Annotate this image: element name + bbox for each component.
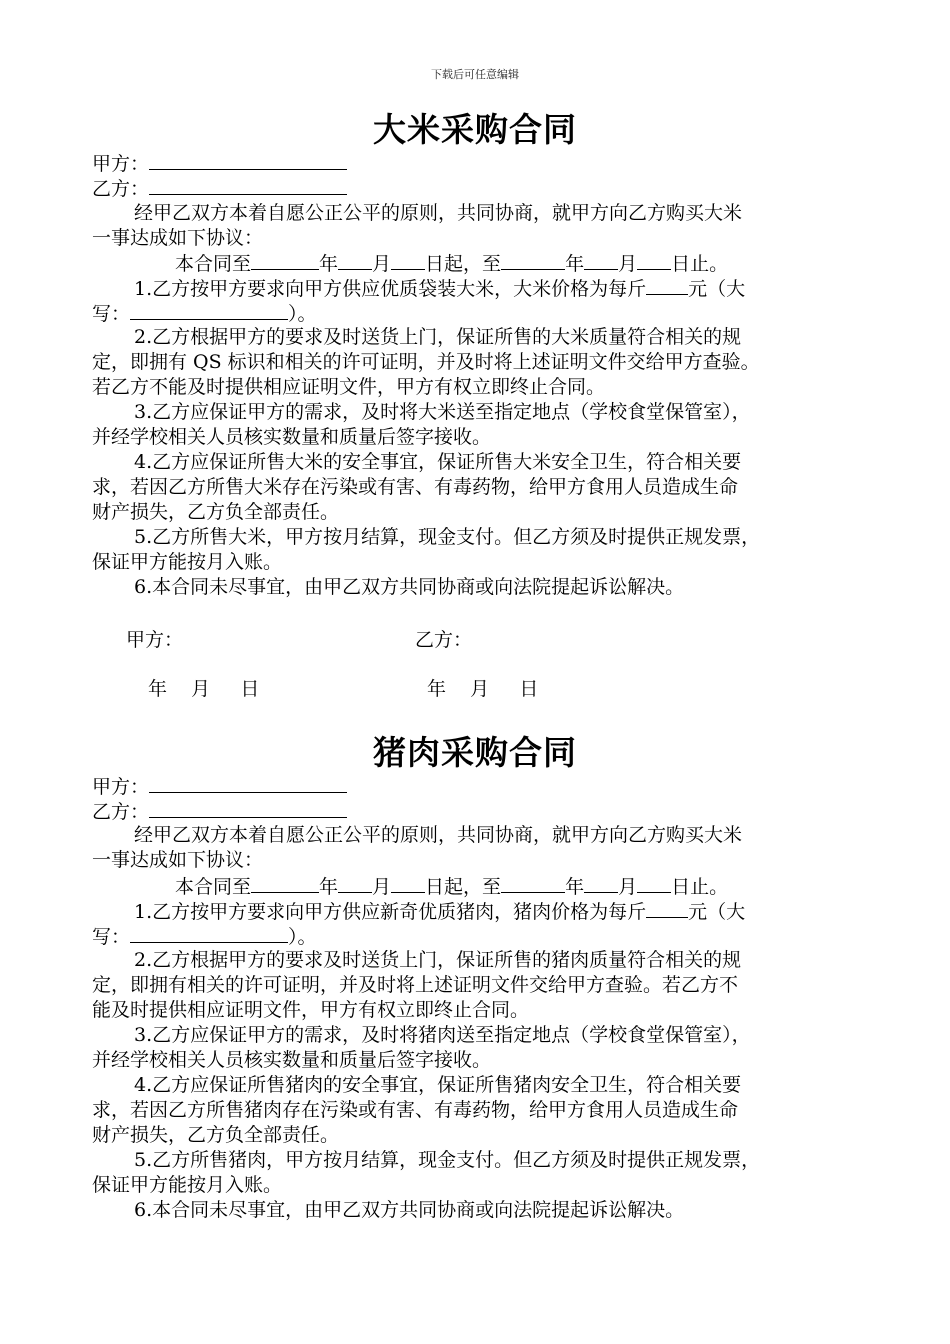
pork-clause-4-line-1: 4.乙方应保证所售猪肉的安全事宜，保证所售猪肉安全卫生，符合相关要 [134, 1074, 742, 1096]
party-a-label: 甲方： [92, 153, 150, 175]
rice-clause-2-line-3: 若乙方不能及时提供相应证明文件，甲方有权立即终止合同。 [92, 376, 606, 398]
pork-clause-5-line-1: 5.乙方所售猪肉，甲方按月结算，现金支付。但乙方须及时提供正规发票， [134, 1149, 761, 1171]
pork-clause-3-line-2: 并经学校相关人员核实数量和质量后签字接收。 [92, 1049, 492, 1071]
amount-words-blank [130, 300, 288, 320]
rice-date-party-b: 年 月 日 [427, 678, 539, 700]
pork-clause-1-line-1: 1.乙方按甲方要求向甲方供应新奇优质猪肉，猪肉价格为每斤 元（大 [134, 898, 914, 924]
pork-clause-2-line-3: 能及时提供相应证明文件，甲方有权立即终止合同。 [92, 999, 530, 1021]
rice-party-a-line [92, 150, 872, 176]
rice-clause-1-line-2: 写： ）。 [92, 300, 872, 326]
pork-party-a-line [92, 773, 872, 799]
rice-clause-5-line-2: 保证甲方能按月入账。 [92, 551, 283, 573]
rice-clause-1-line-1: 1.乙方按甲方要求向甲方供应优质袋装大米，大米价格为每斤 元（大 [134, 275, 914, 301]
pork-clause-5-line-2: 保证甲方能按月入账。 [92, 1174, 283, 1196]
price-blank [646, 898, 688, 918]
pork-intro-line-1: 经甲乙双方本着自愿公正公平的原则，共同协商，就甲方向乙方购买大米 [134, 824, 743, 846]
pork-term-line: 本合同至 年 月 日起，至 年 月 日止。 [175, 873, 950, 899]
party-b-blank [149, 798, 347, 818]
rice-clause-2-line-2: 定，即拥有 QS 标识和相关的许可证明，并及时将上述证明文件交给甲方查验。 [92, 351, 760, 373]
party-a-label: 甲方： [92, 776, 150, 798]
pork-clause-1-line-2: 写： ）。 [92, 923, 872, 949]
rice-sign-party-a: 甲方： [126, 629, 184, 651]
price-blank [646, 275, 688, 295]
rice-contract-title: 大米采购合同 [373, 110, 577, 149]
pork-clause-2-line-1: 2.乙方根据甲方的要求及时送货上门，保证所售的猪肉质量符合相关的规 [134, 949, 742, 971]
party-a-blank [149, 150, 347, 170]
rice-date-party-a: 年 月 日 [148, 678, 260, 700]
pork-clause-4-line-2: 求，若因乙方所售猪肉存在污染或有害、有毒药物，给甲方食用人员造成生命 [92, 1099, 739, 1121]
rice-clause-3-line-1: 3.乙方应保证甲方的需求，及时将大米送至指定地点（学校食堂保管室）， [134, 401, 751, 423]
party-b-label: 乙方： [92, 178, 150, 200]
rice-term-line: 本合同至 年 月 日起，至 年 月 日止。 [175, 250, 950, 276]
rice-clause-2-line-1: 2.乙方根据甲方的要求及时送货上门，保证所售的大米质量符合相关的规 [134, 326, 742, 348]
rice-clause-5-line-1: 5.乙方所售大米，甲方按月结算，现金支付。但乙方须及时提供正规发票， [134, 526, 761, 548]
rice-intro-line-2: 一事达成如下协议： [92, 227, 264, 249]
rice-clause-4-line-3: 财产损失，乙方负全部责任。 [92, 501, 340, 523]
pork-clause-6: 6.本合同未尽事宜，由甲乙双方共同协商或向法院提起诉讼解决。 [134, 1199, 685, 1221]
pork-contract-title: 猪肉采购合同 [373, 733, 577, 772]
rice-sign-party-b: 乙方： [415, 629, 473, 651]
pork-clause-3-line-1: 3.乙方应保证甲方的需求，及时将猪肉送至指定地点（学校食堂保管室）， [134, 1024, 751, 1046]
party-a-blank [149, 773, 347, 793]
amount-words-blank [130, 923, 288, 943]
rice-clause-6: 6.本合同未尽事宜，由甲乙双方共同协商或向法院提起诉讼解决。 [134, 576, 685, 598]
party-b-blank [149, 175, 347, 195]
pork-intro-line-2: 一事达成如下协议： [92, 849, 264, 871]
rice-clause-3-line-2: 并经学校相关人员核实数量和质量后签字接收。 [92, 426, 492, 448]
rice-clause-4-line-2: 求，若因乙方所售大米存在污染或有害、有毒药物，给甲方食用人员造成生命 [92, 476, 739, 498]
party-b-label: 乙方： [92, 801, 150, 823]
pork-clause-2-line-2: 定，即拥有相关的许可证明，并及时将上述证明文件交给甲方查验。若乙方不 [92, 974, 739, 996]
pork-clause-4-line-3: 财产损失，乙方负全部责任。 [92, 1124, 340, 1146]
rice-clause-4-line-1: 4.乙方应保证所售大米的安全事宜，保证所售大米安全卫生，符合相关要 [134, 451, 742, 473]
header-note: 下载后可任意编辑 [431, 68, 519, 81]
pork-party-b-line [92, 798, 872, 824]
rice-party-b-line [92, 175, 872, 201]
rice-intro-line-1: 经甲乙双方本着自愿公正公平的原则，共同协商，就甲方向乙方购买大米 [134, 202, 743, 224]
